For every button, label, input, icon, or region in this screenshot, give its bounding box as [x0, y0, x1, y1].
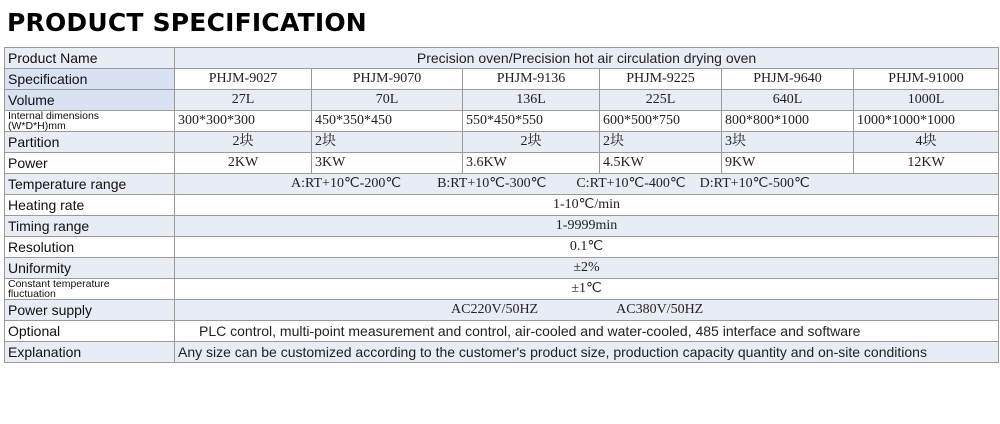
row-partition: [5, 132, 999, 153]
product-name-value: Precision oven/Precision hot air circulation drying oven: [175, 48, 999, 69]
row-product-name: [5, 48, 999, 69]
timing-range-value: 1-9999min: [175, 216, 999, 237]
power-supply-value: [175, 300, 999, 321]
power-supply-380v: AC380V/50HZ: [616, 302, 704, 317]
row-specification: [5, 69, 999, 90]
spec-cell: PHJM-91000: [854, 69, 999, 90]
power-supply-220v: AC220V/50HZ: [451, 302, 539, 317]
row-internal-dimensions: [5, 111, 999, 132]
temperature-range-a: A:RT+10℃-200℃: [291, 176, 402, 191]
optional-value: PLC control, multi-point measurement and control, air-cooled and water-cooled, 485 interface and software: [175, 321, 999, 342]
label-line: Internal dimensions: [8, 110, 100, 122]
spec-cell: PHJM-9225: [600, 69, 722, 90]
row-label: Resolution: [5, 237, 175, 258]
row-timing-range: [5, 216, 999, 237]
row-label: Power supply: [5, 300, 175, 321]
spec-cell: PHJM-9640: [722, 69, 854, 90]
dimension-cell: 800*800*1000: [722, 111, 854, 132]
row-label: Uniformity: [5, 258, 175, 279]
temperature-range-d: D:RT+10℃-500℃: [699, 176, 810, 191]
explanation-value: Any size can be customized according to the customer's product size, production capacity quantity and on-site conditions: [175, 342, 999, 363]
volume-cell: 640L: [722, 90, 854, 111]
volume-cell: 27L: [175, 90, 312, 111]
spec-cell: PHJM-9070: [312, 69, 463, 90]
row-label: Optional: [5, 321, 175, 342]
row-constant-temperature: [5, 279, 999, 300]
volume-cell: 225L: [600, 90, 722, 111]
row-label: [5, 111, 175, 132]
row-label: Product Name: [5, 48, 175, 69]
spec-cell: PHJM-9136: [463, 69, 600, 90]
dimension-cell: 600*500*750: [600, 111, 722, 132]
partition-cell: 2块: [600, 132, 722, 153]
partition-cell: 2块: [175, 132, 312, 153]
row-label: Power: [5, 153, 175, 174]
temperature-range-value: [175, 174, 999, 195]
row-power: [5, 153, 999, 174]
page-title: PRODUCT SPECIFICATION: [7, 8, 367, 37]
spec-table: [4, 47, 999, 363]
power-cell: 4.5KW: [600, 153, 722, 174]
volume-cell: 1000L: [854, 90, 999, 111]
heating-rate-value: 1-10℃/min: [175, 195, 999, 216]
partition-cell: 4块: [854, 132, 999, 153]
dimension-cell: 550*450*550: [463, 111, 600, 132]
power-cell: 9KW: [722, 153, 854, 174]
volume-cell: 70L: [312, 90, 463, 111]
row-label: Temperature range: [5, 174, 175, 195]
spec-cell: PHJM-9027: [175, 69, 312, 90]
uniformity-value: ±2%: [175, 258, 999, 279]
row-label: [5, 279, 175, 300]
label-line: fluctuation: [8, 288, 56, 300]
row-uniformity: [5, 258, 999, 279]
dimension-cell: 450*350*450: [312, 111, 463, 132]
temperature-range-b: B:RT+10℃-300℃: [437, 176, 547, 191]
row-label: Heating rate: [5, 195, 175, 216]
row-explanation: [5, 342, 999, 363]
row-label: Partition: [5, 132, 175, 153]
row-label: Timing range: [5, 216, 175, 237]
row-label: Volume: [5, 90, 175, 111]
row-label: Specification: [5, 69, 175, 90]
row-power-supply: [5, 300, 999, 321]
power-cell: 3.6KW: [463, 153, 600, 174]
label-line: (W*D*H)mm: [8, 120, 66, 132]
partition-cell: 2块: [312, 132, 463, 153]
power-cell: 2KW: [175, 153, 312, 174]
dimension-cell: 1000*1000*1000: [854, 111, 999, 132]
partition-cell: 3块: [722, 132, 854, 153]
label-line: Constant temperature: [8, 278, 110, 290]
power-cell: 12KW: [854, 153, 999, 174]
volume-cell: 136L: [463, 90, 600, 111]
power-cell: 3KW: [312, 153, 463, 174]
dimension-cell: 300*300*300: [175, 111, 312, 132]
row-heating-rate: [5, 195, 999, 216]
resolution-value: 0.1℃: [175, 237, 999, 258]
temperature-range-c: C:RT+10℃-400℃: [576, 176, 686, 191]
partition-cell: 2块: [463, 132, 600, 153]
row-temperature-range: [5, 174, 999, 195]
constant-temperature-value: ±1℃: [175, 279, 999, 300]
row-optional: [5, 321, 999, 342]
row-label: Explanation: [5, 342, 175, 363]
row-resolution: [5, 237, 999, 258]
row-volume: [5, 90, 999, 111]
